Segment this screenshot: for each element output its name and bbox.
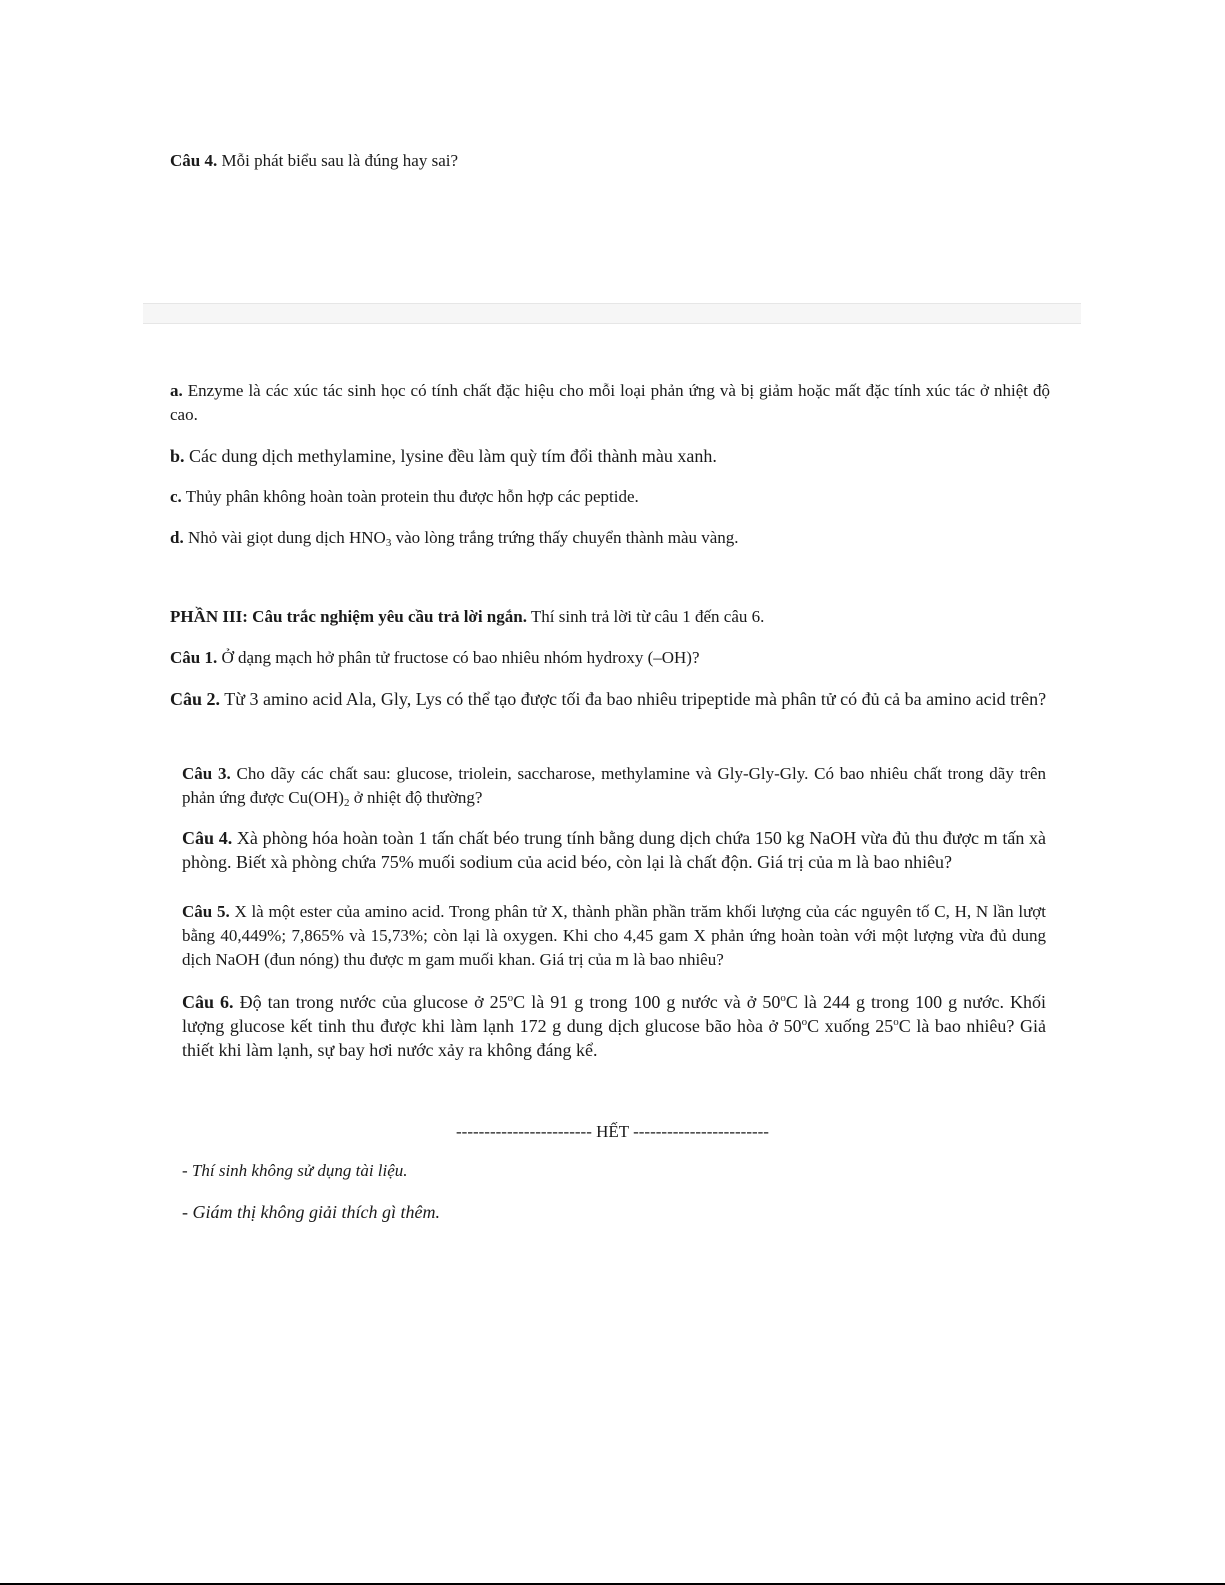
question-5: [182, 900, 1046, 972]
statement-d: [170, 526, 1050, 550]
question-2: [170, 687, 1050, 711]
question-text: Mỗi phát biểu sau là đúng hay sai?: [221, 151, 459, 170]
question-text: X là một ester của amino acid. Trong phân tử X, thành phần phần trăm khối lượng của các nguyên tố C, H, N lần lượt bằng 40,449%; 7,865% và 15,73%; còn lại là oxygen. Khi cho 4,45 gam X phản ứng hoàn toàn với một lượng vừa đủ dung dịch NaOH (đun nóng) thu được m gam muối khan. Giá trị của m là bao nhiêu?: [182, 902, 1047, 969]
question-6: [182, 990, 1046, 1062]
degree-mark: o: [780, 992, 786, 1004]
subscript: 2: [343, 797, 350, 809]
question-text: Từ 3 amino acid Ala, Gly, Lys có thể tạo được tối đa bao nhiêu tripeptide mà phân tử có đủ cả ba amino acid trên?: [224, 689, 1047, 709]
question-label: Câu 5.: [182, 902, 230, 921]
question-4: [182, 826, 1046, 874]
note-no-explanation: - Giám thị không giải thích gì thêm.: [182, 1202, 440, 1222]
statement-text: Các dung dịch methylamine, lysine đều làm quỳ tím đổi thành màu xanh.: [189, 446, 717, 466]
question-text-4: C xuống 25: [807, 1016, 894, 1036]
degree-mark: o: [801, 1016, 808, 1028]
statement-a: [170, 379, 1050, 427]
statement-text: Nhỏ vài giọt dung dịch HNO: [187, 528, 386, 547]
question-text-1: Độ tan trong nước của glucose ở 25: [239, 992, 508, 1012]
question-text-end: ở nhiệt độ thường?: [349, 788, 483, 807]
question-label: Câu 1.: [170, 648, 218, 667]
question-1: [170, 646, 1050, 670]
question-text: Cho dãy các chất sau: glucose, triolein, saccharose, methylamine và Gly-Gly-Gly. Có bao nhiêu chất trong dãy trên phản ứng được Cu(OH): [182, 764, 1047, 807]
question-label: Câu 4.: [182, 828, 233, 848]
statement-label: b.: [170, 446, 185, 466]
statement-label: c.: [170, 487, 182, 506]
statement-text: Enzyme là các xúc tác sinh học có tính chất đặc hiệu cho mỗi loại phản ứng và bị giảm hoặc mất đặc tính xúc tác ở nhiệt độ cao.: [170, 381, 1050, 424]
part3-instruction: Thí sinh trả lời từ câu 1 đến câu 6.: [530, 607, 765, 626]
question-text-5: C là bao nhiêu? Giả thiết khi làm lạnh, sự bay hơi nước xảy ra không đáng kể.: [182, 1016, 1046, 1060]
question-4-header: [170, 149, 1070, 173]
end-marker: ------------------------ HẾT ------------------------: [456, 1122, 769, 1141]
question-text-2: C là 91 g trong 100 g nước và ở 50: [513, 992, 781, 1012]
statement-c: [170, 485, 1050, 509]
degree-mark: o: [893, 1016, 899, 1028]
question-label: Câu 2.: [170, 689, 221, 709]
question-text: Xà phòng hóa hoàn toàn 1 tấn chất béo trung tính bằng dung dịch chứa 150 kg NaOH vừa đủ thu được m tấn xà phòng. Biết xà phòng chứa 75% muối sodium của acid béo, còn lại là chất độn. Giá trị của m là bao nhiêu?: [182, 828, 1046, 872]
statement-text-end: vào lòng trắng trứng thấy chuyển thành màu vàng.: [391, 528, 739, 547]
divider-band: [143, 303, 1081, 324]
question-text-3: C là 244 g trong 100 g nước. Khối lượng glucose kết tinh thu được khi làm lạnh 172 g dung dịch glucose bão hòa ở 50: [182, 992, 1046, 1036]
question-label: Câu 6.: [182, 992, 234, 1012]
question-label: Câu 3.: [182, 764, 231, 783]
statement-label: a.: [170, 381, 183, 400]
question-text: Ở dạng mạch hở phân tử fructose có bao nhiêu nhóm hydroxy (–OH)?: [221, 648, 700, 667]
statement-b: [170, 444, 1050, 468]
part3-title: PHẦN III: Câu trắc nghiệm yêu cầu trả lời ngắn.: [170, 607, 527, 626]
subscript: 3: [385, 537, 392, 549]
note-no-materials: - Thí sinh không sử dụng tài liệu.: [182, 1161, 408, 1180]
question-3: [182, 762, 1046, 810]
question-label: Câu 4.: [170, 151, 218, 170]
statement-label: d.: [170, 528, 184, 547]
degree-mark: o: [507, 992, 514, 1004]
part3-heading: [170, 605, 1050, 629]
statement-text: Thủy phân không hoàn toàn protein thu được hỗn hợp các peptide.: [185, 487, 639, 506]
